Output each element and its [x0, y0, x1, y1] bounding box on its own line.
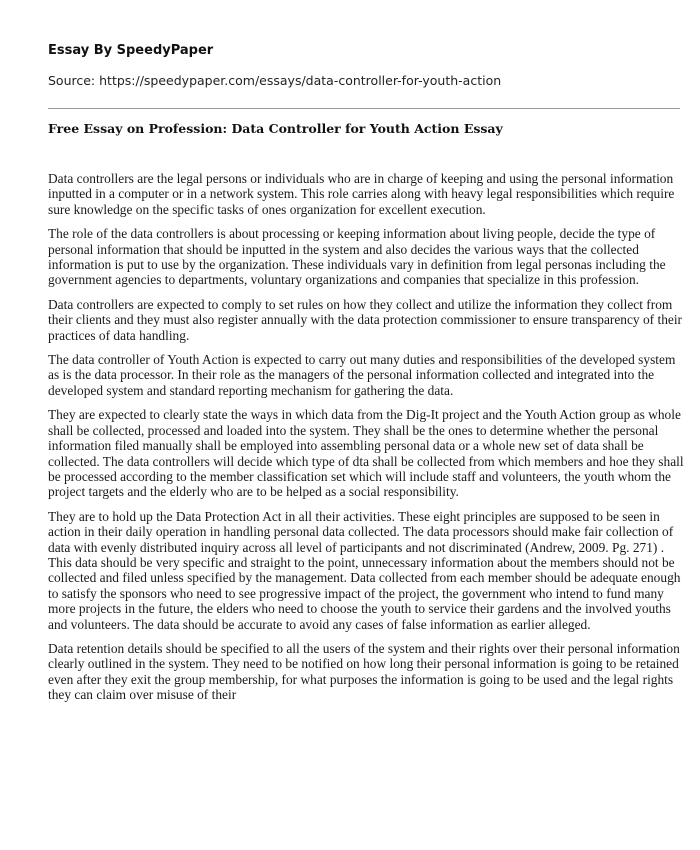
paragraph: The role of the data controllers is about processing or keeping information about living people, decide the type of personal information that should be inputted in the system and also decides the various ways that the collected information is put to use by the organization. These individuals vary in definition from legal personas including the government agencies to departments, voluntary organizations and companies that specialize in this profession. — [48, 226, 666, 288]
paragraph: The data controller of Youth Action is expected to carry out many duties and responsibilities of the developed system as is the data processor. In their role as the managers of the personal information collected and integrated into the developed system and standard reporting mechanism for gathering the data. — [48, 352, 676, 398]
paragraph: They are expected to clearly state the ways in which data from the Dig-It project and the Youth Action group as whole shall be collected, processed and loaded into the system. They shall be the ones to determine whether the personal information filed manually shall be employed into assembling personal data or a whole new set of data shall be collected. The data controllers will decide which type of dta shall be collected from which members and hoe they shall be processed according to the member classification set which will include staff and volunteers, the youth whom the project targets and the elderly who are to be helped as a social responsibility. — [48, 407, 684, 500]
essay-body — [48, 171, 684, 712]
essay-title: Free Essay on Profession: Data Controller for Youth Action Essay — [48, 121, 503, 136]
paragraph: Data controllers are expected to comply to set rules on how they collect and utilize the information they collect from their clients and they must also register annually with the data protection commissioner to ensure transparency of their practices of data handling. — [48, 296, 683, 343]
brand-heading: Essay By SpeedyPaper — [48, 43, 214, 58]
source-line: Source: https://speedypaper.com/essays/data-controller-for-youth-action — [48, 73, 502, 88]
paragraph: Data controllers are the legal persons or individuals who are in charge of keeping and using the personal information inputted in a computer or in a network system. This role carries along with heavy legal responsibilities which require sure knowledge on the specific tasks of ones organization for excellent execution. — [48, 171, 675, 217]
paragraph: They are to hold up the Data Protection Act in all their activities. These eight principles are supposed to be seen in action in their daily operation in handling personal data collected. The data processors should make fair collection of data with evenly distributed inquiry across all level of participants and not discriminated (Andrew, 2009. Pg. 271) . This data should be very specific and straight to the point, unnecessary information about the members should not be collected and filed unless specified by the management. Data collected from each member should be adequate enough to satisfy the sponsors who need to see progressive impact of the project, the government who intend to fund many more projects in the future, the elders who need to choose the youth to service their gardens and the involved youths and volunteers. The data should be accurate to avoid any cases of false information as earlier alleged. — [48, 508, 681, 632]
paragraph: Data retention details should be specified to all the users of the system and their rights over their personal information clearly outlined in the system. They need to be notified on how long their personal information is going to be retained even after they exit the group membership, for what purposes the information is going to be used and the legal rights they can claim over misuse of their — [48, 640, 680, 703]
header-divider — [48, 108, 680, 109]
